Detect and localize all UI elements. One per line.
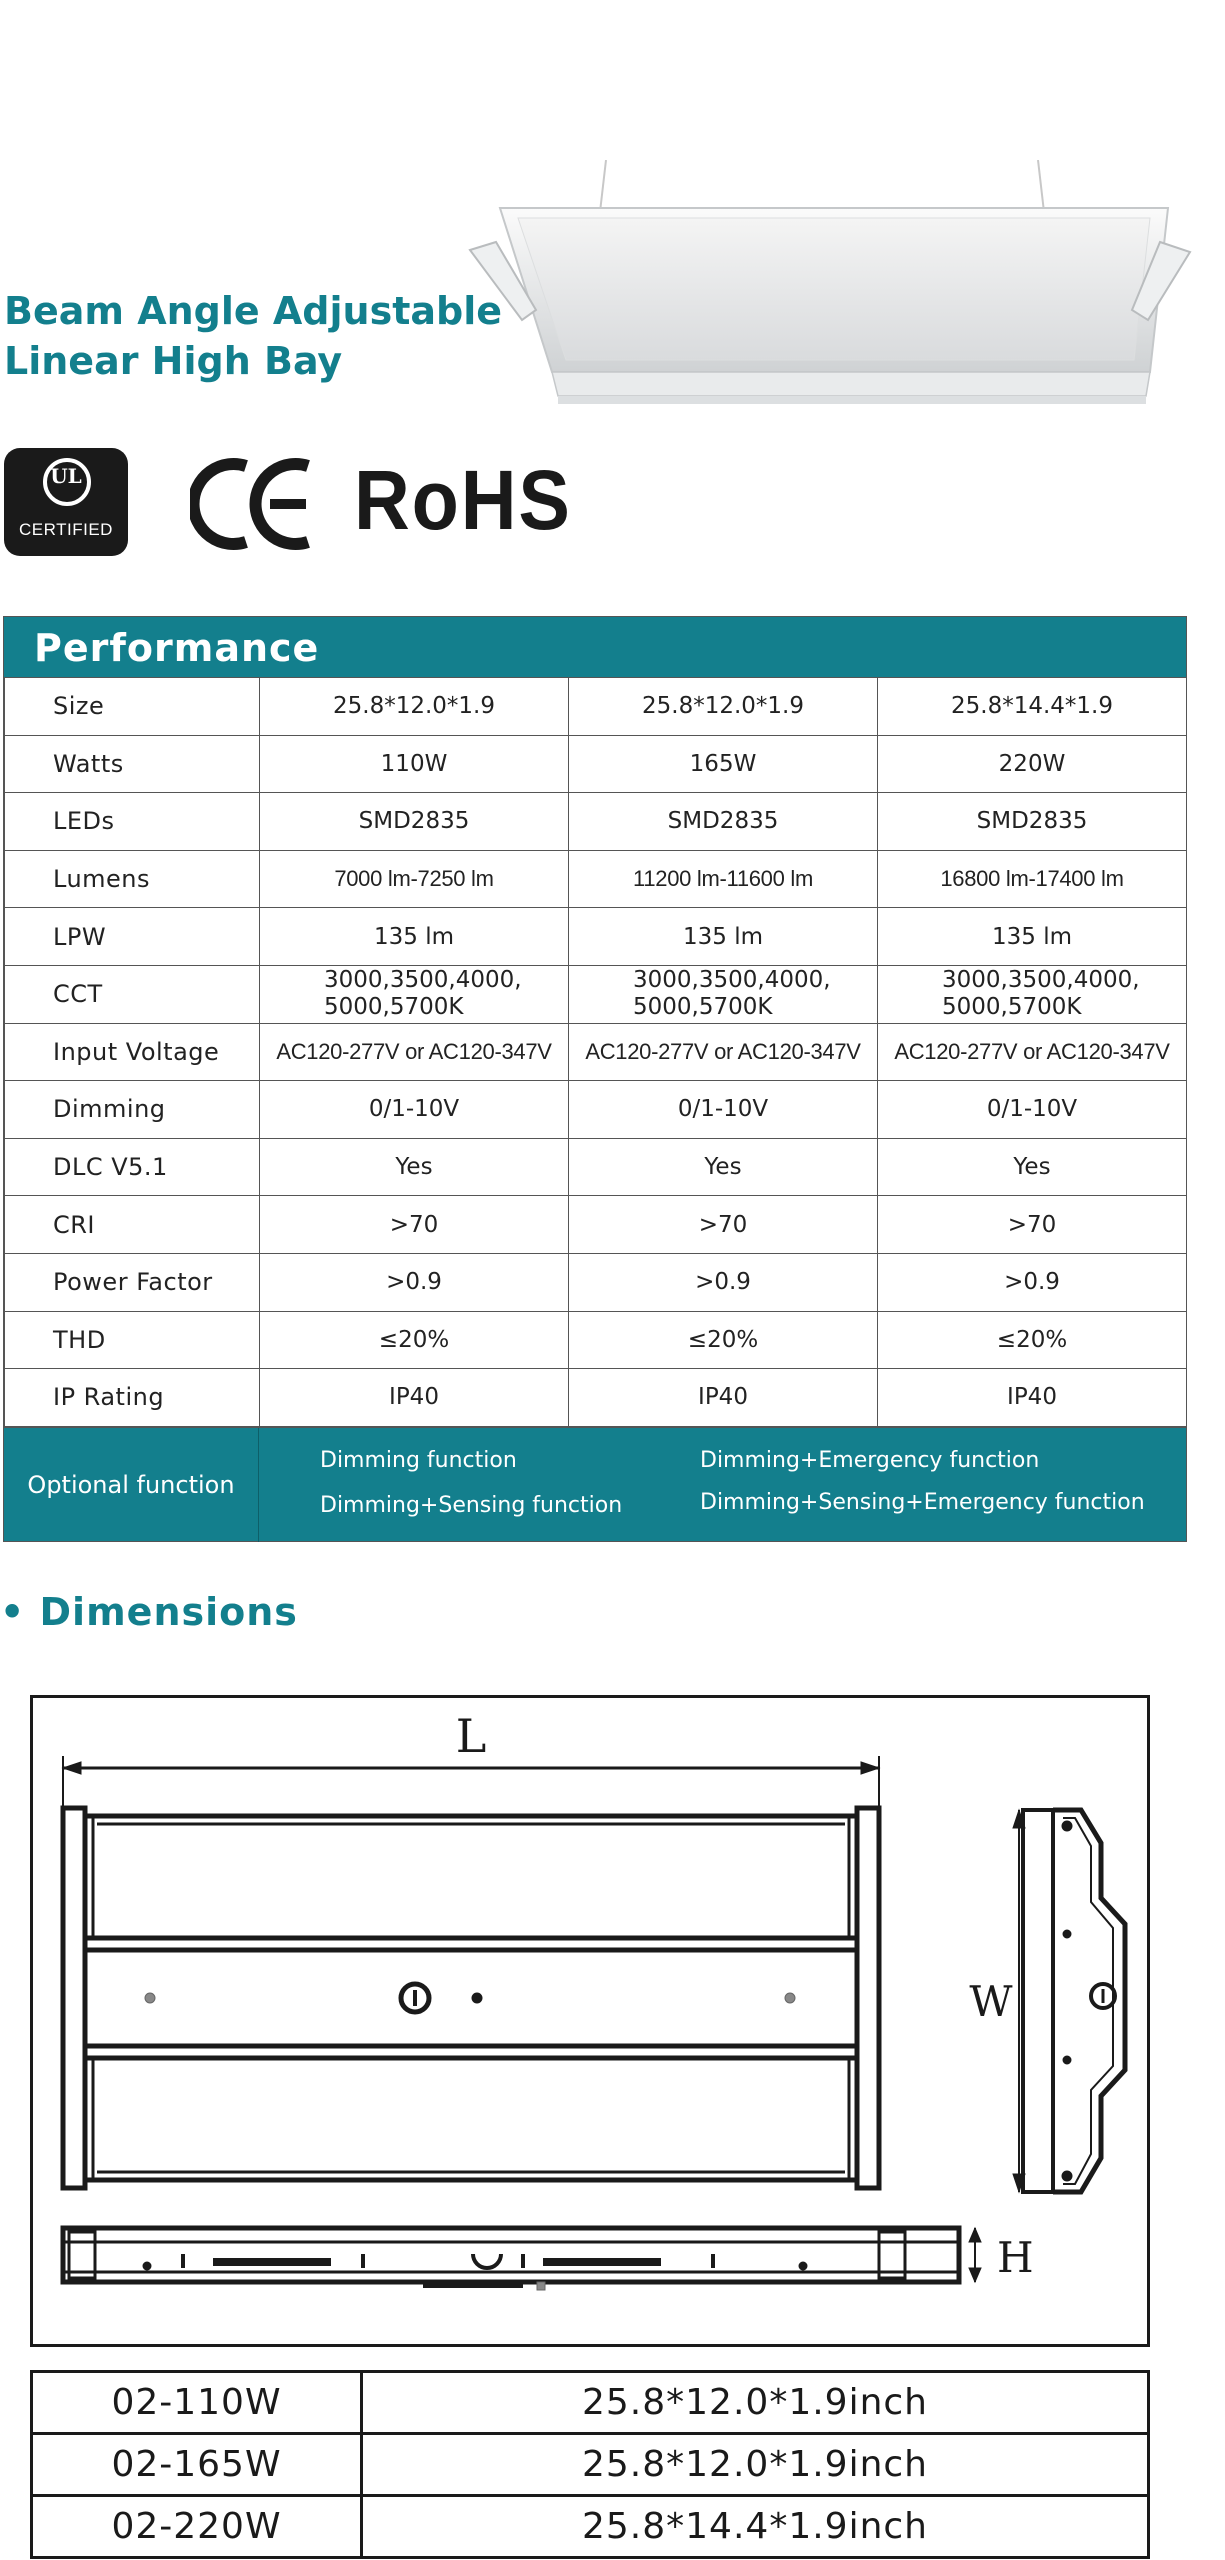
table-cell: >0.9: [260, 1253, 569, 1311]
table-cell: Yes: [878, 1138, 1187, 1196]
table-cell: SMD2835: [569, 793, 878, 851]
table-cell: AC120-277V or AC120-347V: [878, 1023, 1187, 1081]
length-label: L: [455, 1709, 487, 1763]
optional-function-item: Dimming+Sensing function: [320, 1492, 623, 1518]
table-cell: AC120-277V or AC120-347V: [569, 1023, 878, 1081]
product-title: [4, 286, 503, 386]
size-cell: 25.8*14.4*1.9inch: [362, 2496, 1149, 2558]
table-cell: 135 lm: [260, 908, 569, 966]
ul-certified-logo: [4, 448, 128, 556]
table-cell: IP40: [878, 1369, 1187, 1427]
row-label-dlc: DLC V5.1: [5, 1138, 260, 1196]
performance-table: [3, 616, 1187, 1542]
table-row: [5, 678, 1187, 736]
table-row: [5, 735, 1187, 793]
dimension-drawing: [30, 1695, 1150, 2347]
ce-mark-logo: [190, 454, 320, 554]
table-cell: IP40: [260, 1369, 569, 1427]
dimension-diagram: [33, 1698, 1147, 2344]
table-cell: 25.8*12.0*1.9: [260, 678, 569, 736]
table-cell: >70: [878, 1196, 1187, 1254]
table-row: [5, 850, 1187, 908]
row-label-size: Size: [5, 678, 260, 736]
cct-line: 5000,5700K: [633, 994, 773, 1021]
row-label-lumens: Lumens: [5, 850, 260, 908]
optional-function-label: Optional function: [4, 1428, 259, 1542]
rohs-logo: RoHS: [354, 453, 572, 547]
table-cell: >0.9: [878, 1253, 1187, 1311]
size-cell: 25.8*12.0*1.9inch: [362, 2434, 1149, 2496]
model-cell: 02-220W: [32, 2496, 362, 2558]
optional-function-item: Dimming+Sensing+Emergency function: [700, 1489, 1145, 1515]
table-cell: 0/1-10V: [878, 1081, 1187, 1139]
table-row: [5, 965, 1187, 1023]
table-cell: >70: [260, 1196, 569, 1254]
row-label-watts: Watts: [5, 735, 260, 793]
table-row: [5, 1023, 1187, 1081]
table-row: [32, 2434, 1149, 2496]
product-image: [460, 160, 1200, 410]
table-cell: 135 lm: [878, 908, 1187, 966]
row-label-power-factor: Power Factor: [5, 1253, 260, 1311]
model-cell: 02-110W: [32, 2372, 362, 2434]
width-label: W: [969, 1977, 1013, 2026]
product-title-line-1: Beam Angle Adjustable: [4, 289, 503, 333]
table-row: [5, 1253, 1187, 1311]
table-cell: 0/1-10V: [260, 1081, 569, 1139]
table-cell: AC120-277V or AC120-347V: [260, 1023, 569, 1081]
table-cell: ≤20%: [569, 1311, 878, 1369]
table-cell: 16800 lm-17400 lm: [878, 850, 1187, 908]
table-cell: SMD2835: [878, 793, 1187, 851]
table-cell: 135 lm: [569, 908, 878, 966]
row-label-lpw: LPW: [5, 908, 260, 966]
table-cell: 0/1-10V: [569, 1081, 878, 1139]
table-cell: Yes: [569, 1138, 878, 1196]
row-label-dimming: Dimming: [5, 1081, 260, 1139]
table-cell: [260, 965, 569, 1023]
cct-line: 3000,3500,4000,: [324, 967, 522, 994]
table-cell: IP40: [569, 1369, 878, 1427]
table-row: [5, 1369, 1187, 1427]
optional-function-item: Dimming function: [320, 1447, 517, 1473]
optional-function-row: [4, 1427, 1186, 1541]
cct-line: 3000,3500,4000,: [633, 967, 831, 994]
height-label: H: [997, 2233, 1034, 2282]
row-label-ip-rating: IP Rating: [5, 1369, 260, 1427]
table-cell: >0.9: [569, 1253, 878, 1311]
size-cell: 25.8*12.0*1.9inch: [362, 2372, 1149, 2434]
table-row: [5, 1196, 1187, 1254]
table-cell: [569, 965, 878, 1023]
table-row: [5, 793, 1187, 851]
table-row: [5, 1081, 1187, 1139]
row-label-input-voltage: Input Voltage: [5, 1023, 260, 1081]
dimensions-heading: • Dimensions: [0, 1590, 298, 1634]
model-cell: 02-165W: [32, 2434, 362, 2496]
cct-line: 5000,5700K: [324, 994, 464, 1021]
ul-symbol: UL: [50, 464, 82, 488]
row-label-leds: LEDs: [5, 793, 260, 851]
row-label-thd: THD: [5, 1311, 260, 1369]
product-title-line-2: Linear High Bay: [4, 339, 343, 383]
table-cell: ≤20%: [260, 1311, 569, 1369]
table-cell: 25.8*12.0*1.9: [569, 678, 878, 736]
table-row: [32, 2372, 1149, 2434]
table-row: [5, 1311, 1187, 1369]
table-cell: SMD2835: [260, 793, 569, 851]
table-cell: [878, 965, 1187, 1023]
cct-line: 5000,5700K: [942, 994, 1082, 1021]
table-cell: 25.8*14.4*1.9: [878, 678, 1187, 736]
table-row: [32, 2496, 1149, 2558]
certification-logos: [4, 448, 572, 558]
table-cell: 220W: [878, 735, 1187, 793]
dimension-table: [30, 2370, 1150, 2559]
table-row: [5, 908, 1187, 966]
performance-heading: Performance: [4, 617, 1186, 677]
table-row: [5, 1138, 1187, 1196]
table-cell: 165W: [569, 735, 878, 793]
table-cell: 7000 lm-7250 lm: [260, 850, 569, 908]
row-label-cri: CRI: [5, 1196, 260, 1254]
ul-certified-label: CERTIFIED: [19, 520, 113, 539]
table-cell: Yes: [260, 1138, 569, 1196]
optional-function-item: Dimming+Emergency function: [700, 1447, 1040, 1473]
table-cell: 11200 lm-11600 lm: [569, 850, 878, 908]
table-cell: ≤20%: [878, 1311, 1187, 1369]
table-cell: >70: [569, 1196, 878, 1254]
row-label-cct: CCT: [5, 965, 260, 1023]
spec-table: [4, 677, 1187, 1427]
table-cell: 110W: [260, 735, 569, 793]
cct-line: 3000,3500,4000,: [942, 967, 1140, 994]
